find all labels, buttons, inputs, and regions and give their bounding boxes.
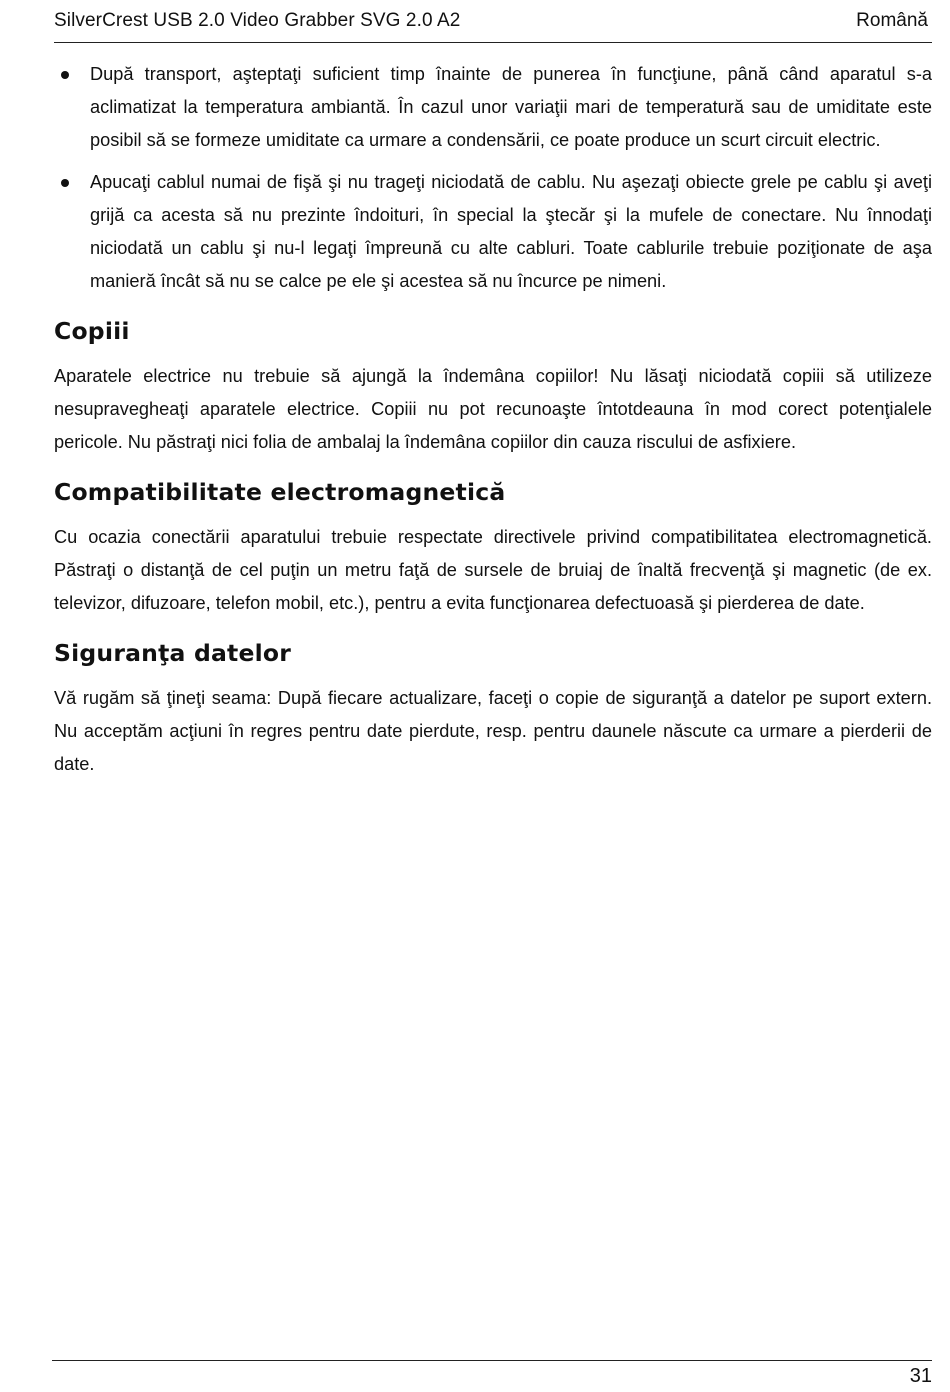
section-heading-siguranta: Siguranţa datelor — [54, 639, 292, 667]
bullet-list — [54, 58, 932, 298]
bullet-text: După transport, aşteptaţi suficient timp înainte de punerea în funcţiune, până când aparatul s-a aclimatizat la temperatura ambiantă. În cazul unor variaţii mari de temperatură sau de umiditate este posibil să se formeze umiditate ca urmare a condensării, ce poate produce un scurt circuit electric. — [90, 64, 932, 150]
list-item — [54, 58, 932, 157]
section-heading-copiii: Copiii — [54, 317, 130, 345]
section-paragraph-copiii: Aparatele electrice nu trebuie să ajungă la îndemâna copiilor! Nu lăsaţi niciodată copiii să utilizeze nesupravegheaţi aparatele electrice. Copiii nu pot recunoaşte întotdeauna în mod corect potenţialele pericole. Nu păstraţi nici folia de ambalaj la îndemâna copiilor din cauza riscului de asfixiere. — [54, 366, 932, 452]
list-item — [54, 166, 932, 298]
document-title: SilverCrest USB 2.0 Video Grabber SVG 2.0 A2 — [54, 10, 461, 31]
page-footer — [52, 1360, 932, 1387]
bullet-icon — [61, 179, 69, 187]
language-label: Română — [856, 10, 928, 31]
page-number: 31 — [909, 1365, 932, 1387]
page-content — [54, 58, 932, 795]
bullet-text: Apucaţi cablul numai de fişă şi nu trageţi niciodată de cablu. Nu aşezaţi obiecte grele pe cablu şi aveţi grijă ca acesta să nu prezinte îndoituri, în special la ştecăr şi la mufele de conectare. Nu înnodaţi niciodată un cablu şi nu-l legaţi împreună cu alte cabluri. Toate cablurile trebuie poziţionate de aşa manieră încât să nu se calce pe ele şi acestea să nu încurce pe nimeni. — [90, 172, 932, 291]
page-header — [54, 8, 932, 43]
bullet-icon — [61, 71, 69, 79]
section-heading-compatibilitate: Compatibilitate electromagnetică — [54, 478, 506, 506]
section-paragraph-siguranta: Vă rugăm să ţineţi seama: După fiecare actualizare, faceţi o copie de siguranţă a datelor pe suport extern. Nu acceptăm acţiuni în regres pentru date pierdute, resp. pentru daunele născute ca urmare a pierderii de date. — [54, 688, 932, 774]
section-paragraph-compatibilitate: Cu ocazia conectării aparatului trebuie respectate directivele privind compatibilitatea electromagnetică. Păstraţi o distanţă de cel puţin un metru faţă de sursele de bruiaj de înaltă frecvenţă şi magnetic (de ex. televizor, difuzoare, telefon mobil, etc.), pentru a evita funcţionarea defectuoasă şi pierderea de date. — [54, 527, 932, 613]
